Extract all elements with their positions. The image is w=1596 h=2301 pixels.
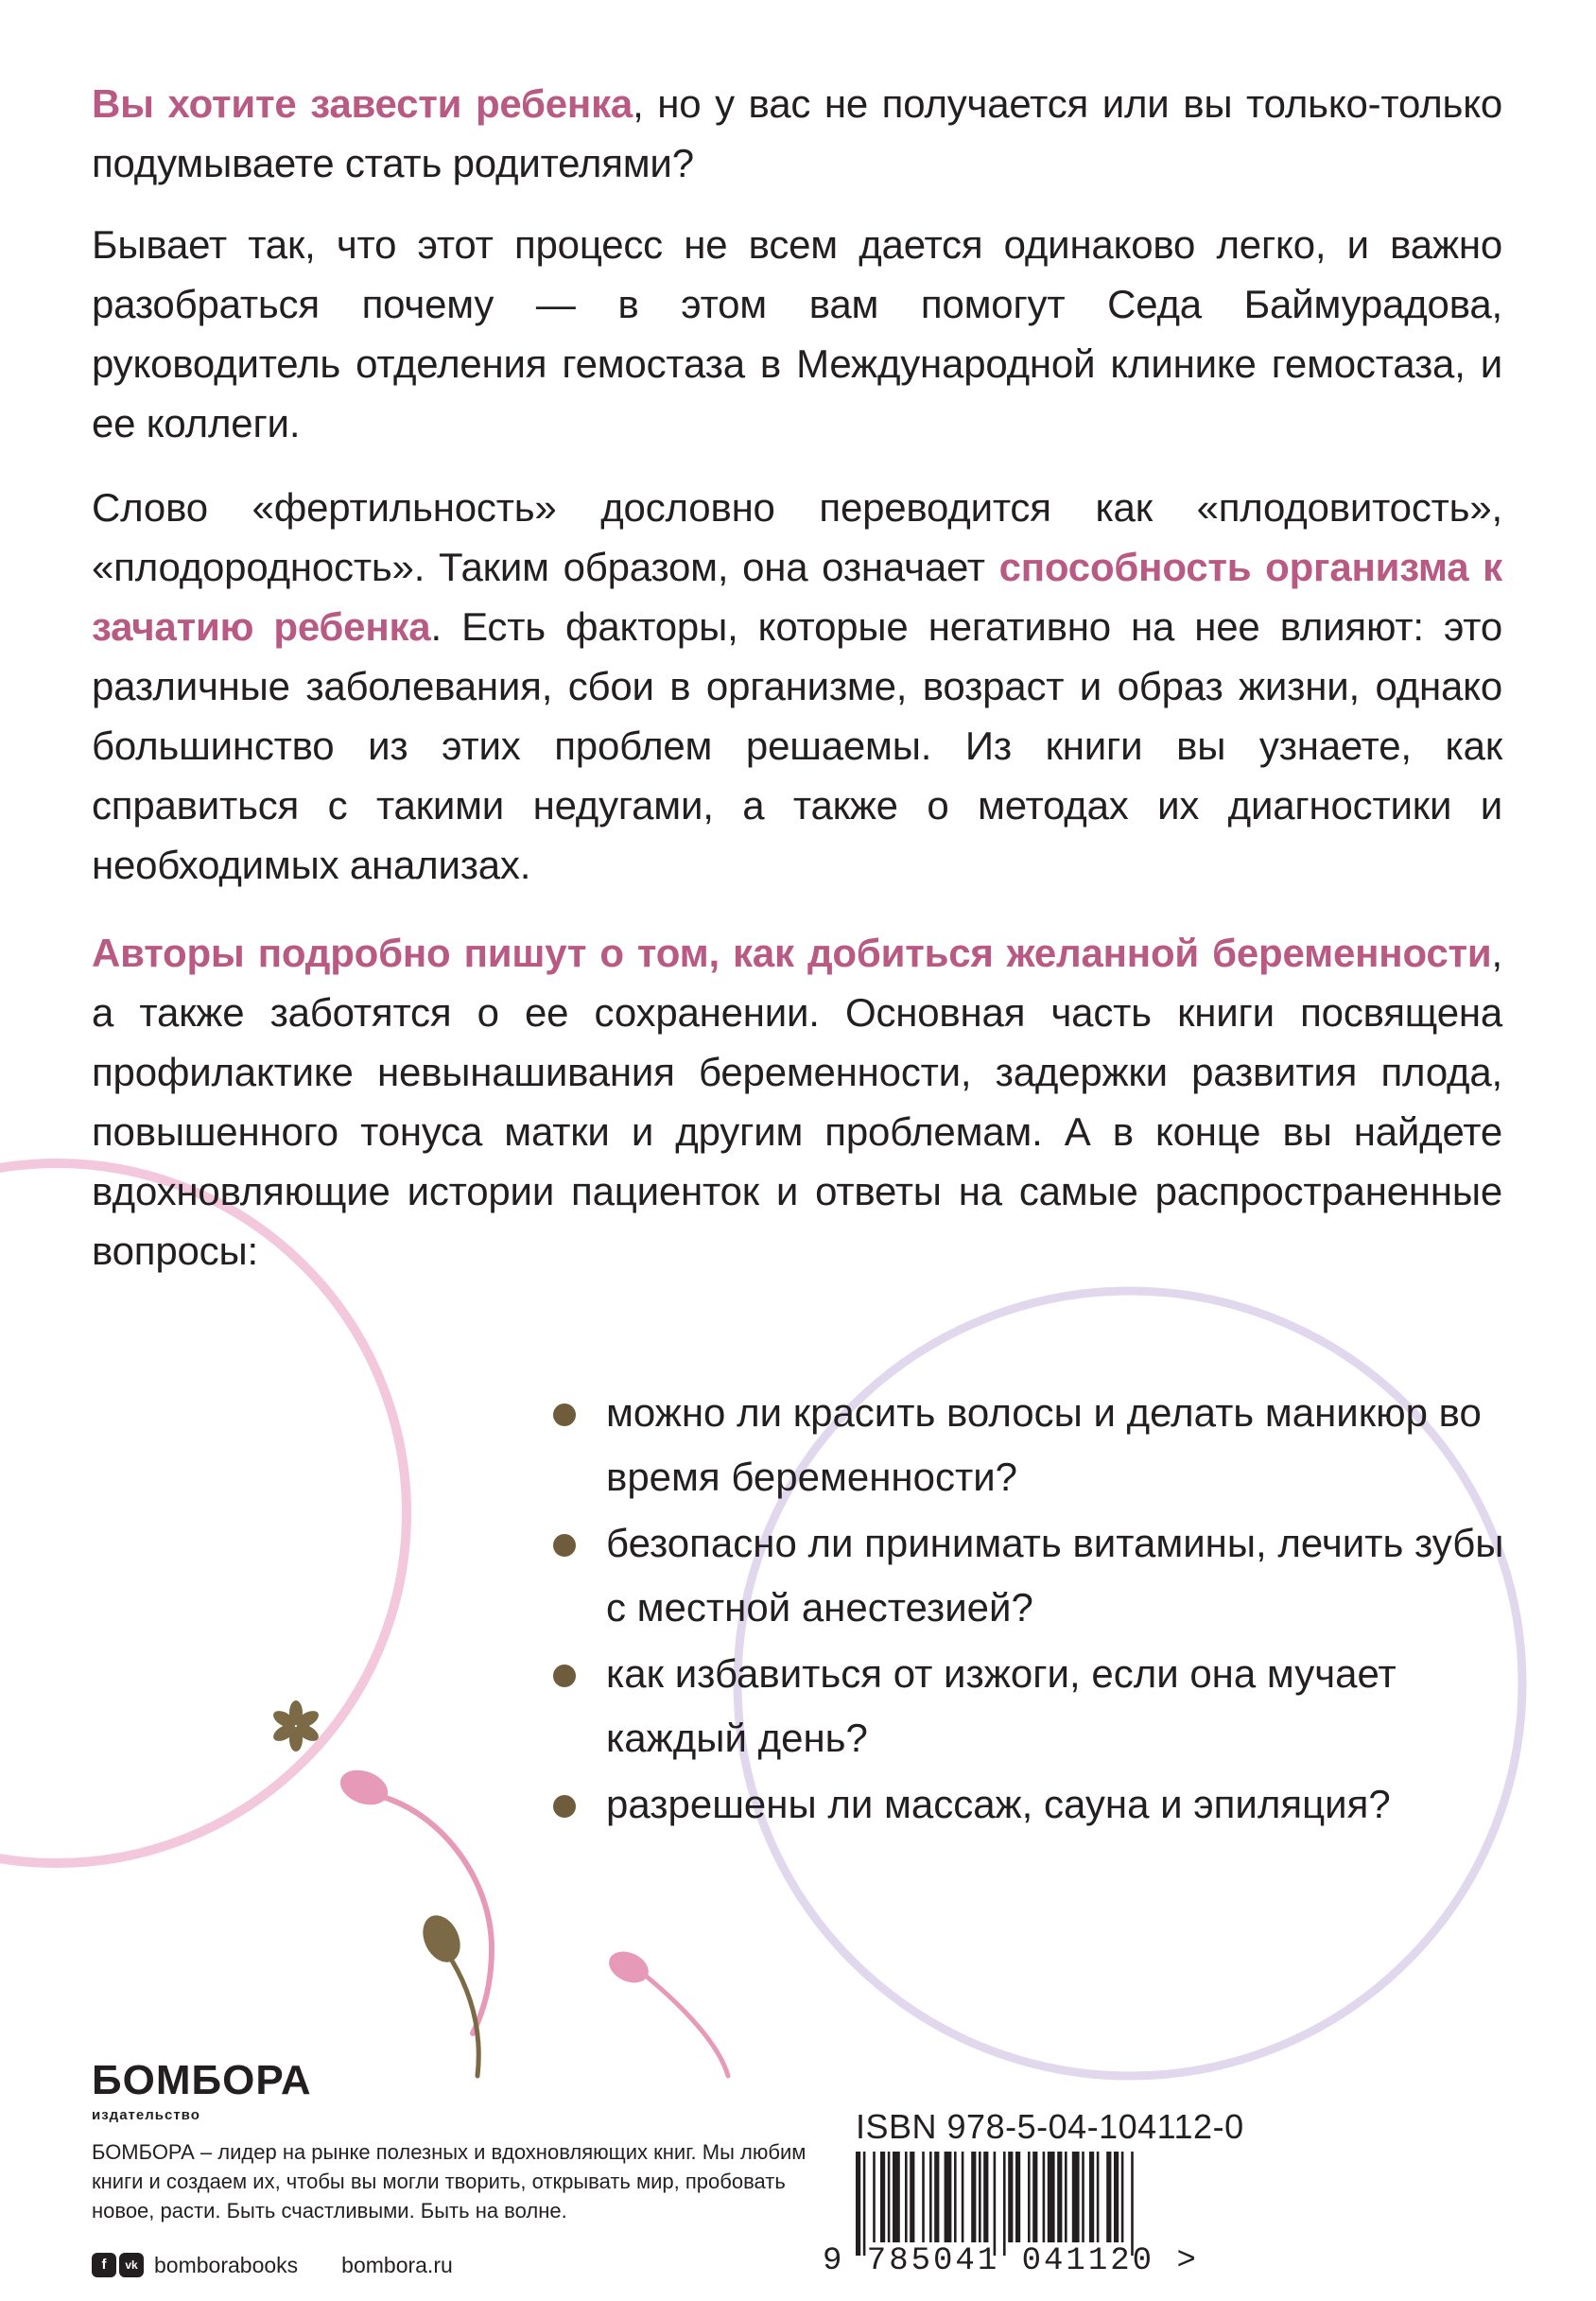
barcode-bar: [1131, 2152, 1134, 2256]
sperm-pink-small-icon: [604, 1945, 728, 2076]
barcode-bar: [888, 2152, 891, 2242]
list-item: [553, 1381, 1508, 1509]
barcode-bar: [893, 2152, 900, 2242]
barcode-bar: [934, 2152, 939, 2242]
social-links: [92, 2251, 453, 2279]
barcode-bar: [1089, 2152, 1094, 2242]
vk-icon[interactable]: vk: [119, 2253, 144, 2277]
facebook-icon[interactable]: f: [92, 2253, 116, 2277]
bullet-dot-icon: [553, 1665, 576, 1687]
fertility-highlight: способность организма к зачатию ребенка: [92, 545, 1502, 649]
barcode-bar: [979, 2152, 981, 2242]
barcode-bar: [1008, 2152, 1013, 2242]
pregnancy-text: , а также заботятся о ее сохранении. Основная часть книги посвящена профилактике невынашивания беременности, задержки развития плода, повышенного тонуса матки и другим проблемам. А в конце вы найдете вдохновляющие истории пациенток и ответы на самые распространенные вопросы:: [92, 931, 1502, 1273]
barcode-bar: [880, 2152, 885, 2242]
fertility-text-after: . Есть факторы, которые негативно на нее влияют: это различные заболевания, сбои в организме, возраст и образ жизни, однако большинство из этих проблем решаемы. Из книги вы узнаете, как справиться с такими недугами, а также о методах их диагностики и необходимых анализах.: [92, 604, 1502, 887]
questions-list: [553, 1381, 1508, 1837]
barcode: [856, 2152, 1224, 2256]
barcode-bar: [983, 2152, 988, 2242]
bullet-dot-icon: [553, 1403, 576, 1426]
bullet-dot-icon: [553, 1795, 576, 1818]
list-item-text: можно ли красить волосы и делать маникюр во время беременности?: [606, 1390, 1482, 1499]
barcode-bar: [1028, 2152, 1031, 2242]
sperm-brown-icon: [416, 1909, 479, 2076]
pregnancy-highlight: Авторы подробно пишут о том, как добиться желанной беременности: [92, 931, 1492, 975]
barcode-bar: [1097, 2152, 1100, 2242]
barcode-bar: [873, 2152, 876, 2242]
barcode-bar: [1121, 2152, 1124, 2242]
barcode-bar: [863, 2152, 866, 2256]
barcode-bar: [1015, 2152, 1020, 2242]
barcode-bar: [994, 2152, 997, 2256]
list-item-text: как избавиться от изжоги, если она мучает каждый день?: [606, 1651, 1396, 1760]
list-item-text: безопасно ли принимать витамины, лечить зубы с местной анестезией?: [606, 1521, 1504, 1630]
barcode-bar: [905, 2152, 908, 2242]
paragraph-fertility: [92, 478, 1502, 895]
barcode-bar: [1057, 2152, 1062, 2242]
list-item: [553, 1772, 1508, 1837]
intro-text: , но у вас не получается или вы только-только подумываете стать родителями?: [92, 81, 1503, 185]
barcode-bar: [962, 2152, 964, 2242]
social-handle[interactable]: bomborabooks: [154, 2252, 299, 2277]
publisher-subtitle: издательство: [92, 2107, 200, 2123]
isbn-label: ISBN 978-5-04-104112-0: [856, 2107, 1244, 2146]
barcode-bar: [1048, 2152, 1055, 2242]
barcode-bar: [910, 2152, 914, 2242]
barcode-bar: [1065, 2152, 1067, 2242]
barcode-bar: [945, 2152, 952, 2242]
publisher-description: БОМБОРА – лидер на рынке полезных и вдохновляющих книг. Мы любим книги и создаем их, чтобы вы могли творить, открывать мир, пробовать новое, расти. Быть счастливыми. Быть на волне.: [92, 2140, 807, 2223]
authors-text: Бывает так, что этот процесс не всем дается одинаково легко, и важно разобраться почему — в этом вам помогут Седа Баймурадова, руководитель отделения гемостаза в Международной клинике гемостаза, и ее коллеги.: [92, 222, 1502, 445]
barcode-bar: [1082, 2152, 1084, 2242]
bullet-dot-icon: [553, 1534, 576, 1557]
barcode-bar: [1114, 2152, 1119, 2242]
barcode-bar: [1003, 2152, 1006, 2256]
barcode-digits: 9 785041 041120 >: [823, 2243, 1199, 2279]
list-item: [553, 1511, 1508, 1640]
barcode-bar: [1043, 2152, 1046, 2242]
barcode-bar: [929, 2152, 932, 2242]
barcode-bar: [971, 2152, 976, 2242]
barcode-bar: [922, 2152, 925, 2242]
intro-highlight: Вы хотите завести ребенка: [92, 81, 633, 126]
paragraph-authors: [92, 215, 1502, 453]
paragraph-pregnancy: [92, 923, 1502, 1281]
list-item: [553, 1642, 1508, 1770]
publisher-logo: БОМБОРА: [92, 2057, 312, 2103]
website-link[interactable]: bombora.ru: [341, 2252, 453, 2277]
fertility-text-before: Слово «фертильность» дословно переводится как «плодовитость», «плодородность». Таким образом, она означает: [92, 485, 1502, 589]
paragraph-intro: [92, 74, 1502, 193]
list-item-text: разрешены ли массаж, сауна и эпиляция?: [606, 1782, 1391, 1826]
barcode-bar: [856, 2152, 860, 2256]
barcode-bar: [1106, 2152, 1111, 2242]
barcode-bar: [954, 2152, 957, 2242]
barcode-bar: [1032, 2152, 1037, 2242]
barcode-bar: [1072, 2152, 1080, 2242]
